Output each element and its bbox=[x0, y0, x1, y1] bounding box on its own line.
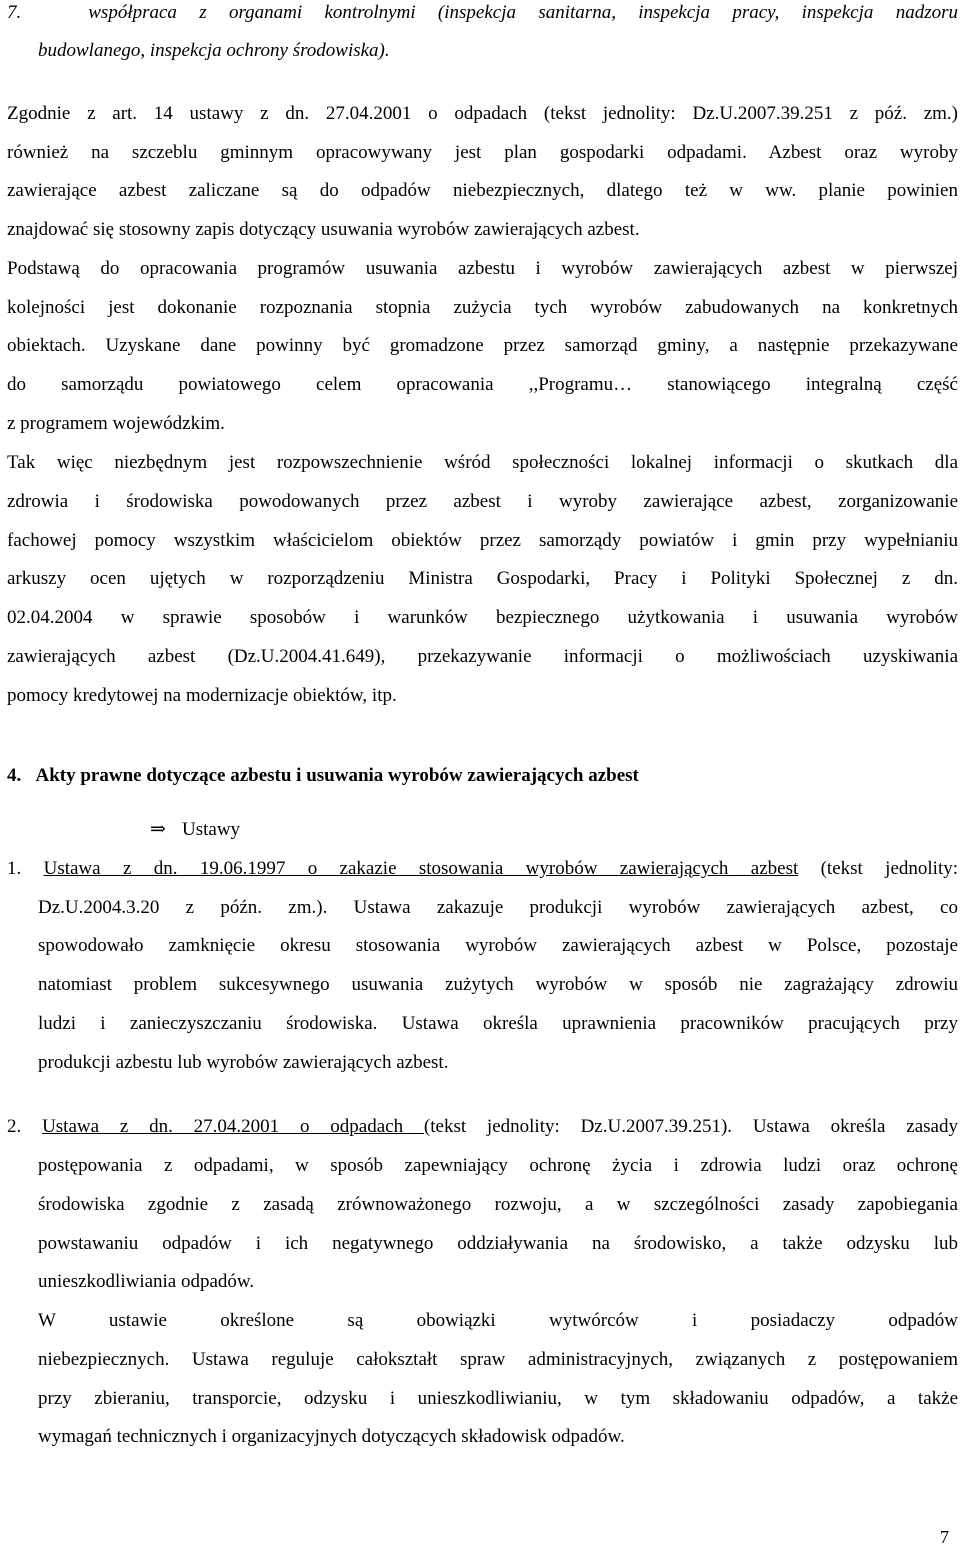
double-arrow-icon: ⇒ bbox=[150, 819, 166, 840]
law-item-text: (tekst jednolity: Dz.U.2007.39.251). Ustawa określa zasady bbox=[423, 1116, 958, 1137]
law-item-1-line-1 bbox=[7, 856, 958, 882]
law-item-number: 1. bbox=[7, 858, 22, 879]
paragraph-1-line: znajdować się stosowny zapis dotyczący usuwania wyrobów zawierających azbest. bbox=[7, 219, 640, 240]
paragraph-1-line: Zgodnie z art. 14 ustawy z dn. 27.04.2001 o odpadach (tekst jednolity: Dz.U.2007.39.251 z póź. zm.) bbox=[7, 103, 958, 124]
page-number: 7 bbox=[940, 1527, 949, 1547]
law-item-1-line: Dz.U.2004.3.20 z późn. zm.). Ustawa zakazuje produkcji wyrobów zawierających azbest, co bbox=[38, 897, 958, 918]
paragraph-2-line: kolejności jest dokonanie rozpoznania stopnia zużycia tych wyrobów zabudowanych na konkretnych bbox=[7, 297, 958, 318]
section-number: 4. bbox=[7, 765, 22, 786]
law-item-1-line: natomiast problem sukcesywnego usuwania zużytych wyrobów w sposób nie zagrażający zdrowiu bbox=[38, 974, 958, 995]
law-item-text: (tekst jednolity: bbox=[798, 858, 959, 879]
law-item-number: 2. bbox=[7, 1116, 22, 1137]
section-heading bbox=[7, 763, 958, 789]
paragraph-2-line: do samorządu powiatowego celem opracowania ,,Programu… stanowiącego integralną część bbox=[7, 374, 958, 395]
law-item-2-line: przy zbieraniu, transporcie, odzysku i unieszkodliwianiu, w tym składowaniu odpadów, a także bbox=[38, 1388, 958, 1409]
law-item-2-line: unieszkodliwiania odpadów. bbox=[38, 1271, 255, 1292]
list-item-7-line-1 bbox=[7, 0, 958, 26]
subheading-ustawy bbox=[150, 817, 550, 843]
law-item-1-line: produkcji azbestu lub wyrobów zawierających azbest. bbox=[38, 1052, 449, 1073]
list-item-number: 7. bbox=[7, 2, 22, 23]
subheading-label: Ustawy bbox=[182, 819, 241, 840]
law-item-2-line-1 bbox=[7, 1114, 958, 1140]
paragraph-3-line: arkuszy ocen ujętych w rozporządzeniu Ministra Gospodarki, Pracy i Polityki Społecznej z dn. bbox=[7, 568, 958, 589]
list-item-text: współpraca z organami kontrolnymi (inspekcja sanitarna, inspekcja pracy, inspekcja nadzoru bbox=[88, 2, 959, 23]
paragraph-1-line: również na szczeblu gminnym opracowywany jest plan gospodarki odpadami. Azbest oraz wyroby bbox=[7, 142, 958, 163]
paragraph-2-line: obiektach. Uzyskane dane powinny być gromadzone przez samorząd gminy, a następnie przekazywane bbox=[7, 335, 958, 356]
law-item-2-line: środowiska zgodnie z zasadą zrównoważonego rozwoju, a w szczególności zasady zapobiegania bbox=[38, 1194, 958, 1215]
paragraph-2-line: Podstawą do opracowania programów usuwania azbestu i wyrobów zawierających azbest w pierwszej bbox=[7, 258, 958, 279]
paragraph-1-line: zawierające azbest zaliczane są do odpadów niebezpiecznych, dlatego też w ww. planie powinien bbox=[7, 180, 958, 201]
paragraph-3-line: 02.04.2004 w sprawie sposobów i warunków bezpiecznego użytkowania i usuwania wyrobów bbox=[7, 607, 958, 628]
law-item-2-line: W ustawie określone są obowiązki wytwórców i posiadaczy odpadów bbox=[38, 1310, 958, 1331]
law-item-1-line: spowodowało zamknięcie okresu stosowania wyrobów zawierających azbest w Polsce, pozostaje bbox=[38, 935, 958, 956]
paragraph-2-line: z programem wojewódzkim. bbox=[7, 413, 225, 434]
law-link-1[interactable]: Ustawa z dn. 19.06.1997 o zakazie stosowania wyrobów zawierających azbest bbox=[43, 858, 799, 879]
law-item-2-line: wymagań technicznych i organizacyjnych dotyczących składowisk odpadów. bbox=[38, 1426, 625, 1447]
paragraph-3-line: pomocy kredytowej na modernizacje obiektów, itp. bbox=[7, 685, 397, 706]
paragraph-3-line: fachowej pomocy wszystkim właścicielom obiektów przez samorządy powiatów i gmin przy wypełnianiu bbox=[7, 530, 958, 551]
paragraph-3-line: Tak więc niezbędnym jest rozpowszechnienie wśród społeczności lokalnej informacji o skutkach dla bbox=[7, 452, 958, 473]
law-item-1-line: ludzi i zanieczyszczaniu środowiska. Ustawa określa uprawnienia pracowników pracujących przy bbox=[38, 1013, 958, 1034]
paragraph-3-line: zdrowia i środowiska powodowanych przez azbest i wyroby zawierające azbest, zorganizowanie bbox=[7, 491, 958, 512]
law-item-2-line: powstawaniu odpadów i ich negatywnego oddziaływania na środowisko, a także odzysku lub bbox=[38, 1233, 958, 1254]
list-item-7-line-2: budowlanego, inspekcja ochrony środowiska). bbox=[38, 40, 390, 61]
law-item-2-line: postępowania z odpadami, w sposób zapewniający ochronę życia i zdrowia ludzi oraz ochronę bbox=[38, 1155, 958, 1176]
law-item-2-line: niebezpiecznych. Ustawa reguluje całokształt spraw administracyjnych, związanych z postępowaniem bbox=[38, 1349, 958, 1370]
section-title: Akty prawne dotyczące azbestu i usuwania wyrobów zawierających azbest bbox=[35, 765, 639, 786]
paragraph-3-line: zawierających azbest (Dz.U.2004.41.649), przekazywanie informacji o możliwościach uzyskiwania bbox=[7, 646, 958, 667]
law-link-2[interactable]: Ustawa z dn. 27.04.2001 o odpadach bbox=[42, 1116, 424, 1137]
